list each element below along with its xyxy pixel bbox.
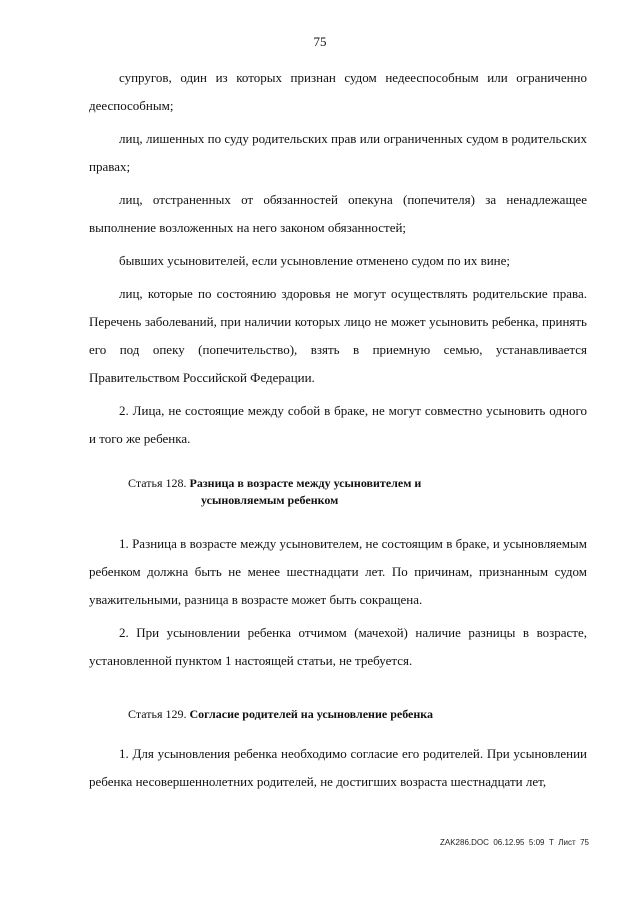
- article-128-heading: [128, 475, 558, 509]
- article-title-continuation: усыновляемым ребенком: [201, 493, 339, 507]
- article-129-body: [89, 740, 587, 801]
- article-128-body: [89, 530, 587, 680]
- article-number: Статья 129.: [128, 707, 187, 721]
- article-129-heading: [128, 706, 558, 723]
- document-footer: ZAK286.DOC 06.12.95 5:09 Т Лист 75: [439, 838, 589, 847]
- paragraph: 2. При усыновлении ребенка отчимом (мачехой) наличие разницы в возрасте, установленной пунктом 1 настоящей статьи, не требуется.: [89, 625, 587, 668]
- article-title: Согласие родителей на усыновление ребенка: [189, 707, 434, 721]
- paragraph: лиц, которые по состоянию здоровья не могут осуществлять родительские права. Перечень заболеваний, при наличии которых лицо не может усыновить ребенка, принять его под опеку (попечительство), взять в приемную семью, устанавливается Правительством Российской Федерации.: [89, 286, 587, 385]
- paragraph: 2. Лица, не состоящие между собой в браке, не могут совместно усыновить одного и того же ребенка.: [89, 403, 587, 446]
- article-number: Статья 128.: [128, 476, 187, 490]
- paragraph: 1. Разница в возрасте между усыновителем, не состоящим в браке, и усыновляемым ребенком должна быть не менее шестнадцати лет. По причинам, признанным судом уважительными, разница в возрасте может быть сокращена.: [89, 536, 587, 607]
- paragraph: бывших усыновителей, если усыновление отменено судом по их вине;: [119, 253, 511, 268]
- text-block-continuation: [89, 64, 587, 458]
- paragraph: лиц, отстраненных от обязанностей опекуна (попечителя) за ненадлежащее выполнение возложенных на него законом обязанностей;: [89, 192, 587, 235]
- paragraph: лиц, лишенных по суду родительских прав или ограниченных судом в родительских правах;: [89, 131, 587, 174]
- paragraph: 1. Для усыновления ребенка необходимо согласие его родителей. При усыновлении ребенка несовершеннолетних родителей, не достигших возраста шестнадцати лет,: [89, 746, 587, 789]
- page-number: 75: [313, 34, 327, 49]
- article-title: Разница в возрасте между усыновителем и: [189, 476, 422, 490]
- paragraph: супругов, один из которых признан судом недееспособным или ограниченно дееспособным;: [89, 70, 587, 113]
